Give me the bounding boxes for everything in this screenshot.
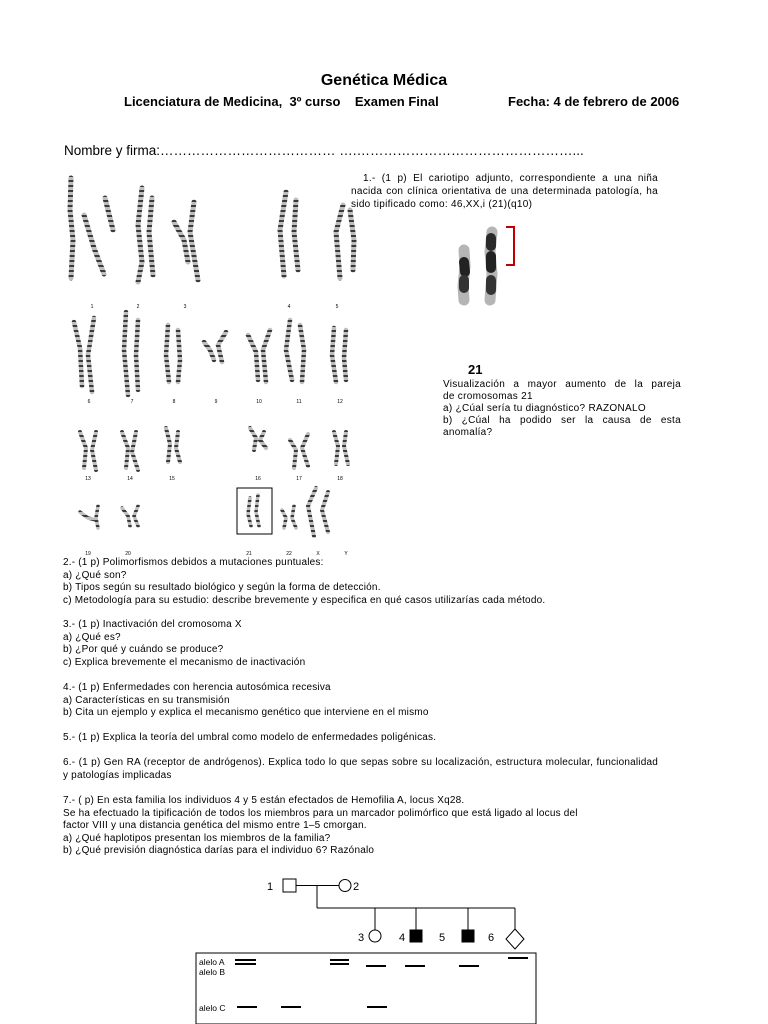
visual-line-1: Visualización a mayor aumento de la pareja: [443, 379, 681, 390]
karyotype-number: 9: [214, 399, 218, 405]
question-4: [63, 682, 663, 720]
karyotype-number: Y: [344, 551, 348, 557]
exam-title: Genética Médica: [320, 72, 448, 89]
karyotype-image: [58, 170, 358, 562]
question-5-title: 5.- (1 p) Explica la teoría del umbral como modelo de enfermedades poligénicas.: [63, 732, 437, 743]
question-1-text: [351, 172, 658, 211]
individual-1-male: [283, 879, 296, 892]
karyotype-number: 1: [90, 304, 94, 310]
visual-line-2: de cromosomas 21: [443, 391, 533, 402]
individual-2-label: 2: [353, 881, 360, 893]
karyotype-number: 4: [287, 304, 291, 310]
question-1-item-b: b) ¿Cúal ha podido ser la causa de esta: [443, 415, 681, 426]
karyotype-number: 5: [335, 304, 339, 310]
individual-4-label: 4: [399, 932, 406, 944]
question-2: [63, 557, 663, 607]
question-3-item-a: a) ¿Qué es?: [63, 631, 121, 643]
allele-c-label: alelo C: [199, 1003, 226, 1013]
question-2-title: 2.- (1 p) Polimorfismos debidos a mutaciones puntuales:: [63, 557, 324, 568]
karyotype-number: X: [316, 551, 320, 557]
question-3-item-b: b) ¿Por qué y cuándo se produce?: [63, 644, 224, 655]
karyotype-number: 7: [130, 399, 134, 405]
question-5: [63, 732, 663, 745]
red-bracket: [506, 227, 514, 265]
question-7-line-2: Se ha efectuado la tipificación de todos los miembros para un marcador polimórfico que está ligado al locus del: [63, 807, 578, 819]
karyotype-number: 11: [296, 399, 302, 405]
allele-b-label: alelo B: [199, 967, 225, 977]
question-1-item-a: a) ¿Cúal sería tu diagnóstico? RAZONALO: [443, 403, 646, 414]
karyotype-number: 13: [85, 476, 91, 482]
question-6-text: 6.- (1 p) Gen RA (receptor de andrógenos). Explica todo lo que sepas sobre su localización, estructura molecular, funcionalidad y patologías implicadas: [63, 757, 658, 781]
karyotype-number: 10: [256, 399, 262, 405]
karyotype-number: 8: [172, 399, 176, 405]
individual-3-label: 3: [358, 932, 365, 944]
karyotype-number: 6: [87, 399, 91, 405]
question-1-subquestions: [443, 379, 681, 439]
question-3-item-c: c) Explica brevemente el mecanismo de inactivación: [63, 656, 306, 668]
karyotype-number: 19: [85, 551, 91, 557]
individual-6-unknown-sex: [506, 929, 524, 949]
chromosome-21-label: 21: [468, 362, 483, 377]
question-6: [63, 757, 658, 782]
question-7: [63, 795, 663, 858]
chromosome-21-enlarged: [450, 222, 522, 308]
karyotype-number: 20: [125, 551, 131, 557]
individual-6-label: 6: [488, 932, 495, 944]
question-1-item-b-cont: anomalía?: [443, 427, 493, 438]
karyotype-number: 18: [337, 476, 343, 482]
karyotype-number: 2: [136, 304, 140, 310]
question-4-item-b: b) Cita un ejemplo y explica el mecanismo genético que interviene en el mismo: [63, 707, 429, 718]
question-4-item-a: a) Características en su transmisión: [63, 694, 230, 706]
karyotype-number: 22: [286, 551, 292, 557]
question-7-line-3: factor VIII y una distancia genética del mismo entre 1–5 cmorgan.: [63, 820, 367, 831]
individual-5-label: 5: [439, 932, 446, 944]
exam-date: Fecha: 4 de febrero de 2006: [508, 94, 680, 109]
allele-a-label: alelo A: [199, 957, 225, 967]
question-3: [63, 619, 663, 669]
karyotype-number: 12: [337, 399, 343, 405]
individual-5-affected-male: [462, 930, 474, 942]
karyotype-number: 14: [127, 476, 133, 482]
question-7-title: 7.- ( p) En esta familia los individuos 4 y 5 están efectados de Hemofilia A, locus Xq28.: [63, 795, 465, 806]
question-1-body: 1.- (1 p) El cariotipo adjunto, correspondiente a una niña nacida con clínica orientativa de una determinada patología, ha sido tipificado como: 46,XX,i (21)(q10): [351, 173, 658, 210]
question-3-title: 3.- (1 p) Inactivación del cromosoma X: [63, 619, 242, 630]
exam-subtitle: Licenciatura de Medicina, 3º curso Examen Final: [124, 94, 439, 109]
karyotype-number: 15: [169, 476, 175, 482]
karyotype-number: 3: [183, 304, 187, 310]
individual-1-label: 1: [267, 881, 274, 893]
question-2-item-c: c) Metodología para su estudio: describe brevemente y especifica en qué casos utilizarías cada método.: [63, 594, 546, 606]
karyotype-number: 21: [246, 551, 252, 557]
individual-4-affected-male: [410, 930, 422, 942]
question-7-item-b: b) ¿Qué previsión diagnóstica darías para el individuo 6? Razónalo: [63, 845, 375, 856]
pedigree-diagram: [190, 870, 550, 1024]
karyotype-number: 16: [255, 476, 261, 482]
question-2-item-b: b) Tipos según su resultado biológico y según la forma de detección.: [63, 582, 381, 593]
question-4-title: 4.- (1 p) Enfermedades con herencia autosómica recesiva: [63, 682, 331, 693]
individual-2-female: [339, 880, 351, 892]
question-7-item-a: a) ¿Qué haplotipos presentan los miembros de la familia?: [63, 832, 331, 844]
question-2-item-a: a) ¿Qué son?: [63, 569, 127, 581]
karyotype-number: 17: [296, 476, 302, 482]
name-signature-line: Nombre y firma:………………………………… ….…………………………………………...: [64, 143, 584, 158]
individual-3-female: [369, 930, 381, 942]
